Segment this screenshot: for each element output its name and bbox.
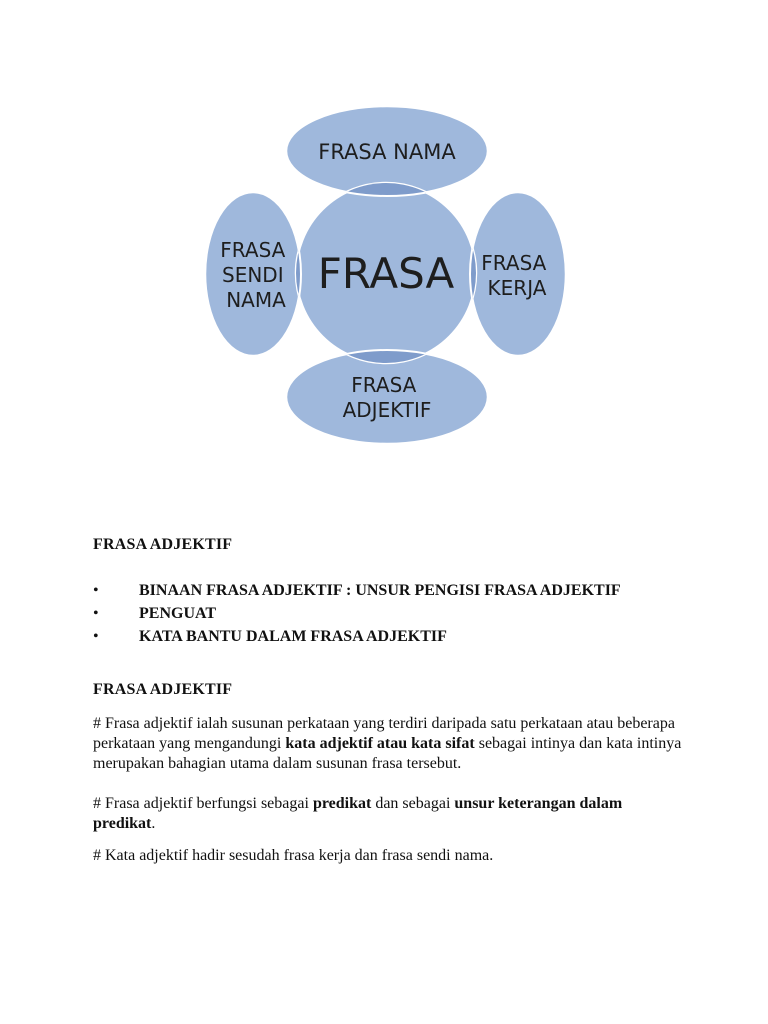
label-frasa-kerja: FRASA KERJA [481, 251, 547, 300]
label-frasa-center: FRASA [317, 249, 455, 298]
list-item: • BINAAN FRASA ADJEKTIF : UNSUR PENGISI FRASA ADJEKTIF [93, 582, 621, 599]
paragraph-function: # Frasa adjektif berfungsi sebagai predikat dan sebagai unsur keterangan dalam predikat. [93, 795, 623, 832]
frasa-diagram [0, 0, 768, 470]
paragraph-definition: # Frasa adjektif ialah susunan perkataan yang terdiri daripada satu perkataan atau beberapa perkataan yang mengandungi kata adjektif atau kata sifat sebagai intinya dan kata intinya merupakan bahagian utama dalam susunan frasa tersebut. [93, 715, 682, 772]
document-body [93, 535, 683, 866]
bullet-icon: • [93, 582, 99, 599]
bullet-icon: • [93, 628, 99, 645]
paragraph-position: # Kata adjektif hadir sesudah frasa kerja dan frasa sendi nama. [93, 847, 494, 864]
label-frasa-nama: FRASA NAMA [318, 140, 456, 164]
list-item: • PENGUAT [93, 605, 217, 622]
topic-list [93, 581, 683, 647]
section-heading: FRASA ADJEKTIF [93, 536, 233, 553]
label-frasa-adjektif: FRASA ADJEKTIF [342, 373, 432, 422]
label-frasa-sendi-nama: FRASA SENDI NAMA [220, 238, 286, 312]
list-item: • KATA BANTU DALAM FRASA ADJEKTIF [93, 628, 447, 645]
bullet-icon: • [93, 605, 99, 622]
section-heading-2: FRASA ADJEKTIF [93, 681, 233, 698]
